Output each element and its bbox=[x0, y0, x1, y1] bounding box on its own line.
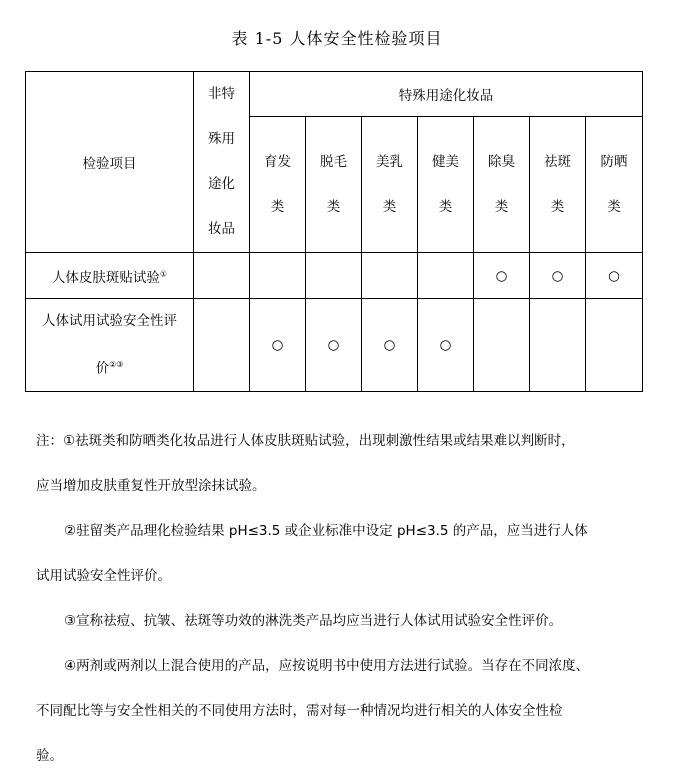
note-line: 注：①祛斑类和防晒类化妆品进行人体皮肤斑贴试验，出现刺激性结果或结果难以判断时， bbox=[36, 433, 575, 449]
category-cell: 防晒 类 bbox=[586, 117, 643, 253]
category-cell: 育发 类 bbox=[250, 117, 306, 253]
table-cell bbox=[306, 253, 362, 299]
category-cell: 美乳 类 bbox=[362, 117, 418, 253]
category-cell: 祛斑 类 bbox=[530, 117, 586, 253]
table-cell: ○ bbox=[530, 253, 586, 299]
category-cell: 除臭 类 bbox=[474, 117, 530, 253]
inspection-table bbox=[25, 71, 643, 392]
note-line: ②驻留类产品理化检验结果 pH≤3.5 或企业标准中设定 pH≤3.5 的产品，应当进行人体 bbox=[64, 523, 588, 539]
table-cell bbox=[418, 253, 474, 299]
header-non-special: 非特 殊用 途化 妆品 bbox=[194, 72, 250, 253]
table-title: 表 1-5 人体安全性检验项目 bbox=[231, 29, 443, 48]
category-cell: 脱毛 类 bbox=[306, 117, 362, 253]
table-cell bbox=[530, 299, 586, 392]
row-label: 人体试用试验安全性评 价②③ bbox=[26, 299, 194, 392]
note-line: 试用试验安全性评价。 bbox=[36, 568, 171, 584]
table-cell: ○ bbox=[306, 299, 362, 392]
row-label: 人体皮肤斑贴试验① bbox=[26, 253, 194, 299]
table-cell bbox=[194, 299, 250, 392]
table-cell: ○ bbox=[586, 253, 643, 299]
category-cell: 健美 类 bbox=[418, 117, 474, 253]
note-line: 不同配比等与安全性相关的不同使用方法时，需对每一种情况均进行相关的人体安全性检 bbox=[36, 703, 563, 719]
header-inspection-item: 检验项目 bbox=[26, 72, 194, 253]
table-cell bbox=[362, 253, 418, 299]
table-cell bbox=[250, 253, 306, 299]
table-cell: ○ bbox=[362, 299, 418, 392]
table-cell bbox=[194, 253, 250, 299]
note-line: 验。 bbox=[36, 748, 63, 764]
table-cell bbox=[586, 299, 643, 392]
note-line: ④两剂或两剂以上混合使用的产品，应按说明书中使用方法进行试验。当存在不同浓度、 bbox=[64, 658, 590, 674]
note-line: ③宣称祛痘、抗皱、祛斑等功效的淋洗类产品均应当进行人体试用试验安全性评价。 bbox=[64, 613, 563, 629]
table-row bbox=[26, 299, 643, 392]
table-cell bbox=[474, 299, 530, 392]
table-cell: ○ bbox=[418, 299, 474, 392]
note-line: 应当增加皮肤重复性开放型涂抹试验。 bbox=[36, 478, 266, 494]
table-row bbox=[26, 253, 643, 299]
header-special: 特殊用途化妆品 bbox=[250, 72, 643, 117]
table-cell: ○ bbox=[250, 299, 306, 392]
table-cell: ○ bbox=[474, 253, 530, 299]
